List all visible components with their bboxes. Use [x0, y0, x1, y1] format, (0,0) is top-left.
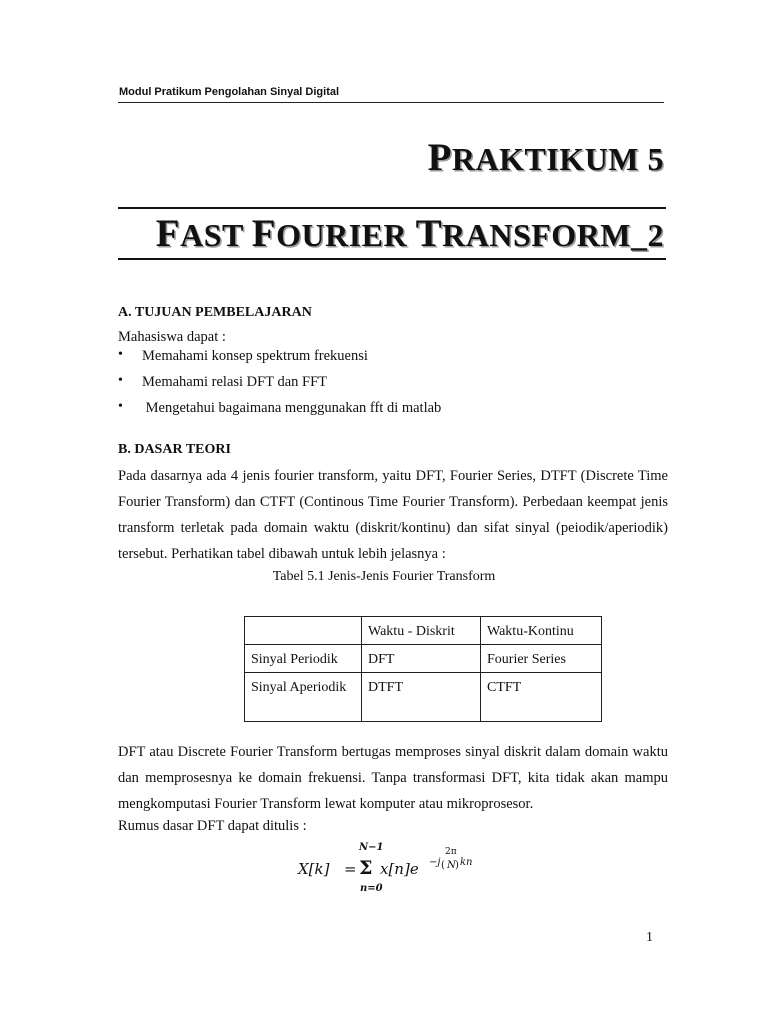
section-a-heading: A. TUJUAN PEMBELAJARAN [118, 305, 312, 320]
formula-term: x[n]e [380, 860, 419, 878]
subtitle-rest-3: RANSFORM_2 [442, 217, 664, 253]
table-cell: Fourier Series [481, 645, 602, 673]
table-row [245, 673, 602, 722]
list-item: • Mengetahui bagaimana menggunakan fft di matlab [118, 400, 658, 426]
subtitle-cap-3: T [415, 212, 443, 255]
table-cell: DTFT [362, 673, 481, 722]
formula-equals: = [344, 860, 357, 878]
header-divider [118, 102, 664, 103]
table-cell: Sinyal Periodik [245, 645, 362, 673]
title-rule-bottom [118, 258, 666, 260]
section-a-intro: Mahasiswa dapat : [118, 329, 226, 345]
exponent-paren-close: ) [455, 860, 459, 871]
title-rule-top [118, 207, 666, 209]
formula-intro: Rumus dasar DFT dapat ditulis : [118, 818, 307, 834]
table-cell: Sinyal Aperiodik [245, 673, 362, 722]
table-cell: CTFT [481, 673, 602, 722]
list-item: • Memahami relasi DFT dan FFT [118, 374, 658, 400]
sum-lower-limit: n=0 [360, 883, 383, 894]
subtitle-cap-1: F [155, 212, 181, 255]
table-caption: Tabel 5.1 Jenis-Jenis Fourier Transform [272, 569, 496, 584]
dft-formula [298, 842, 498, 902]
subtitle-cap-2: F [251, 212, 277, 255]
subtitle-rest-1: AST [180, 217, 252, 253]
exponent-fraction-numerator: 2π [445, 847, 457, 857]
chapter-title-rest: RAKTIKUM 5 [451, 141, 664, 177]
table-row [245, 645, 602, 673]
table-cell: Waktu-Kontinu [481, 617, 602, 645]
paragraph-intro: Pada dasarnya ada 4 jenis fourier transform, yaitu DFT, Fourier Series, DTFT (Discrete Time Fourier Transform) dan CTFT (Continous Time Fourier Transform). Perbedaan keempat jenis transform terletak pada domain waktu (diskrit/kontinu) dan sifat sinyal (peiodik/aperiodik) tersebut. Perhatikan tabel dibawah untuk lebih jelasnya : [118, 468, 668, 562]
sum-upper-limit: N−1 [359, 842, 384, 853]
table-row [245, 617, 602, 645]
table-cell [245, 617, 362, 645]
chapter-title [428, 135, 664, 180]
table-cell: DFT [362, 645, 481, 673]
running-header: Modul Pratikum Pengolahan Sinyal Digital [119, 86, 340, 98]
list-item: • Memahami konsep spektrum frekuensi [118, 348, 658, 374]
exponent-paren-open: ( [441, 860, 445, 871]
exponent-kn: kn [460, 857, 473, 868]
chapter-title-cap: P [427, 136, 452, 179]
section-b-heading: B. DASAR TEORI [118, 442, 231, 457]
chapter-subtitle [156, 211, 664, 256]
table-cell: Waktu - Diskrit [362, 617, 481, 645]
fourier-types-table [244, 616, 602, 722]
objectives-list [118, 348, 658, 426]
page-number: 1 [646, 930, 653, 945]
subtitle-rest-2: OURIER [276, 217, 416, 253]
exponent-j: −j [429, 857, 441, 868]
formula-lhs: X[k] [298, 860, 330, 878]
exponent-fraction-denominator: N [447, 860, 456, 871]
sigma-symbol: Σ [359, 857, 373, 879]
paragraph-dft: DFT atau Discrete Fourier Transform bertugas memproses sinyal diskrit dalam domain waktu dan memprosesnya ke domain frekuensi. Tanpa transformasi DFT, kita tidak akan mampu mengkomputasi Fourier Transform lewat komputer atau mikroprosesor. [118, 744, 668, 812]
